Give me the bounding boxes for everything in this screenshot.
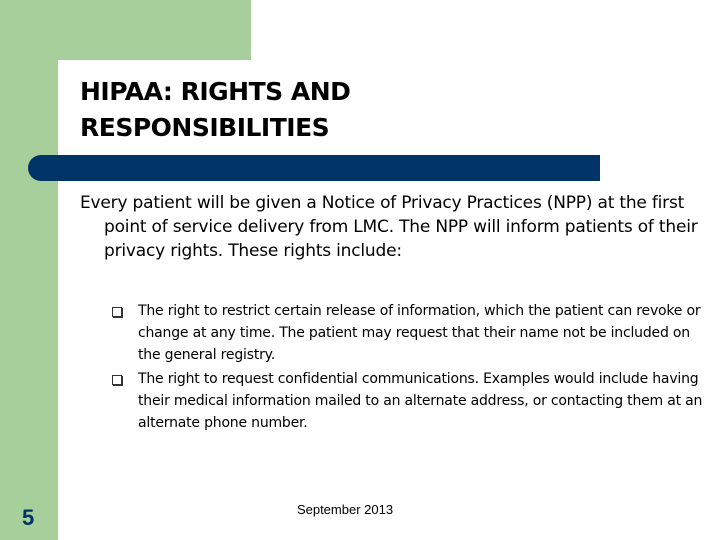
hollow-square-bullet-icon xyxy=(112,375,122,385)
green-side-rail xyxy=(0,0,58,540)
list-item xyxy=(112,368,712,434)
intro-paragraph: Every patient will be given a Notice of Privacy Practices (NPP) at the first point of service delivery from LMC. The NPP will inform patients of their privacy rights. These rights include: xyxy=(80,193,698,261)
hollow-square-bullet-icon xyxy=(112,307,122,317)
footer-date: September 2013 xyxy=(296,502,394,517)
bullet-text: The right to request confidential communications. Examples would include having their medical information mailed to an alternate address, or contacting them at an alternate phone number. xyxy=(138,371,703,431)
slide-number: 5 xyxy=(22,505,35,530)
list-item xyxy=(112,300,712,366)
title-underline-bar xyxy=(28,155,600,181)
green-top-block xyxy=(0,0,251,60)
slide-title: HIPAA: RIGHTS AND RESPONSIBILITIES xyxy=(80,77,351,142)
rights-list xyxy=(112,300,712,436)
bullet-text: The right to restrict certain release of information, which the patient can revoke or change at any time. The patient may request that their name not be included on the general registry. xyxy=(138,303,701,363)
